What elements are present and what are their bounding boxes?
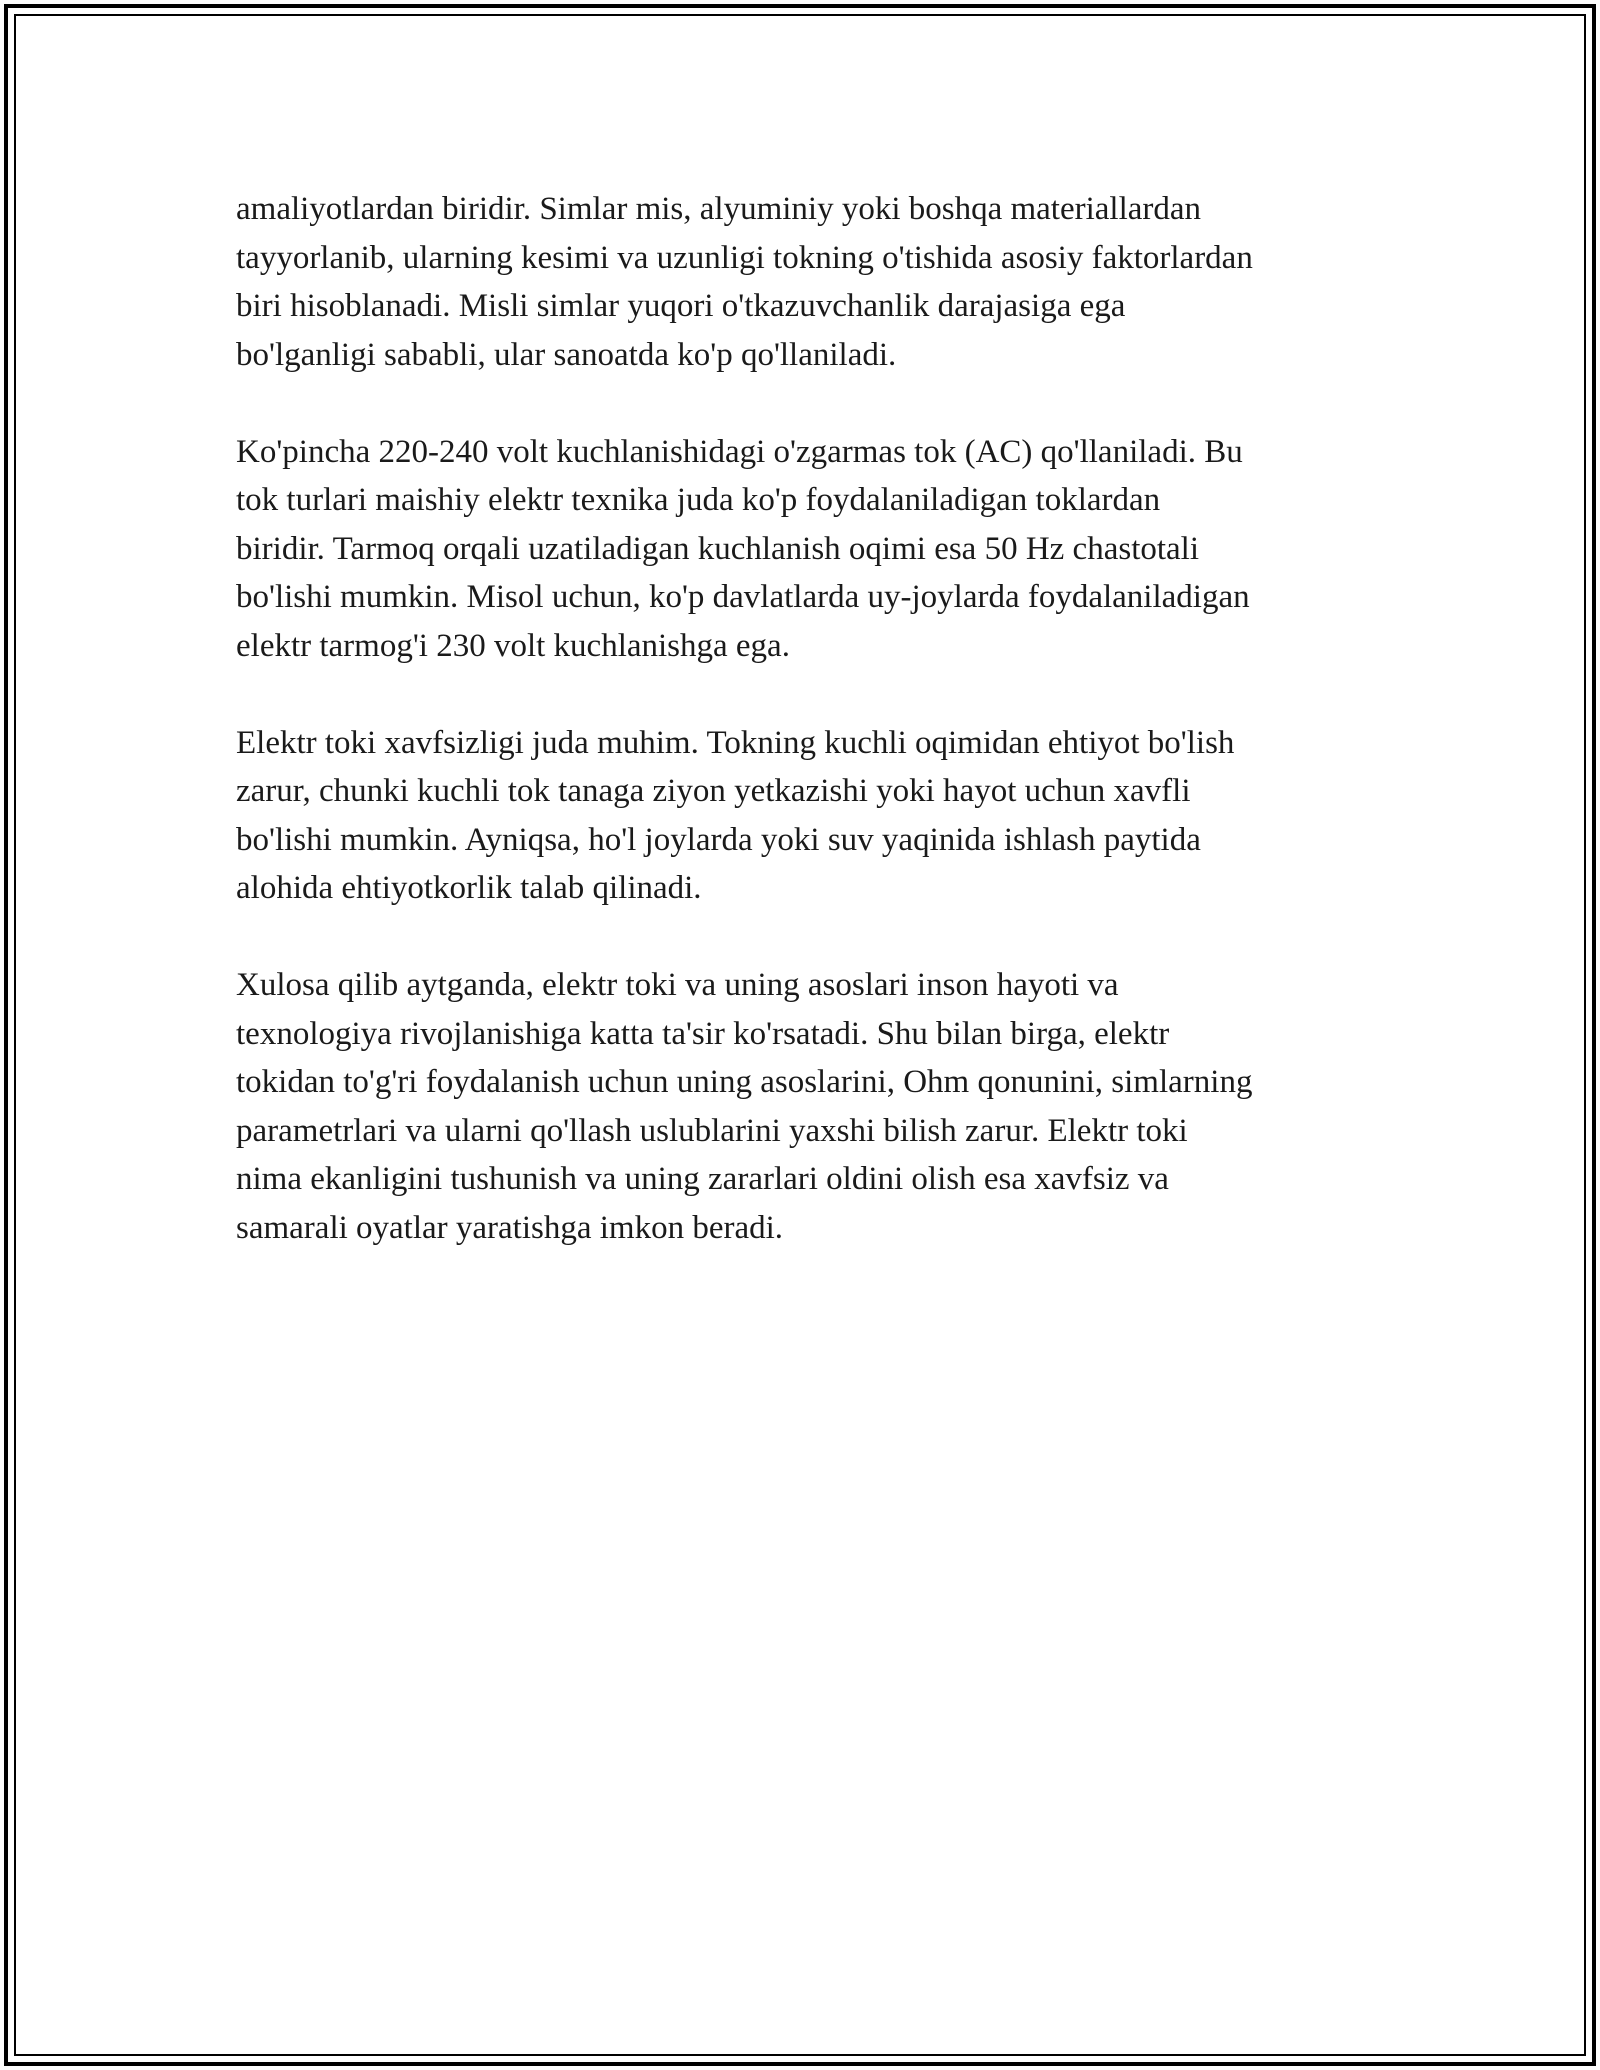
paragraph-safety: Elektr toki xavfsizligi juda muhim. Tokning kuchli oqimidan ehtiyot bo'lish zarur, chunki kuchli tok tanaga ziyon yetkazishi yoki hayot uchun xavfli bo'lishi mumkin. Ayniqsa, ho'l joylarda yoki suv yaqinida ishlash paytida alohida ehtiyotkorlik talab qilinadi. — [236, 724, 1235, 906]
paragraph-conclusion: Xulosa qilib aytganda, elektr toki va uning asoslari inson hayoti va texnologiya rivojlanishiga katta ta'sir ko'rsatadi. Shu bilan birga, elektr tokidan to'g'ri foydalanish uchun uning asoslarini, Ohm qonunini, simlarning parametrlari va ularni qo'llash uslublarini yaxshi bilish zarur. Elektr toki nima ekanligini tushunish va uning zararlari oldini olish esa xavfsiz va samarali oyatlar yaratishga imkon beradi. — [236, 967, 1253, 1246]
paragraph-voltage: Ko'pincha 220-240 volt kuchlanishidagi o'zgarmas tok (AC) qo'llaniladi. Bu tok turlari maishiy elektr texnika juda ko'p foydalaniladigan toklardan biridir. Tarmoq orqali uzatiladigan kuchlanish oqimi esa 50 Hz chastotali bo'lishi mumkin. Misol uchun, ko'p davlatlarda uy-joylarda foydalaniladigan elektr tarmog'i 230 volt kuchlanishga ega. — [236, 433, 1250, 664]
document-body — [236, 185, 1376, 1301]
paragraph-wires: amaliyotlardan biridir. Simlar mis, alyuminiy yoki boshqa materiallardan tayyorlanib, ularning kesimi va uzunligi tokning o'tishida asosiy faktorlardan biri hisoblanadi. Misli simlar yuqori o'tkazuvchanlik darajasiga ega bo'lganligi sababli, ular sanoatda ko'p qo'llaniladi. — [236, 191, 1253, 373]
